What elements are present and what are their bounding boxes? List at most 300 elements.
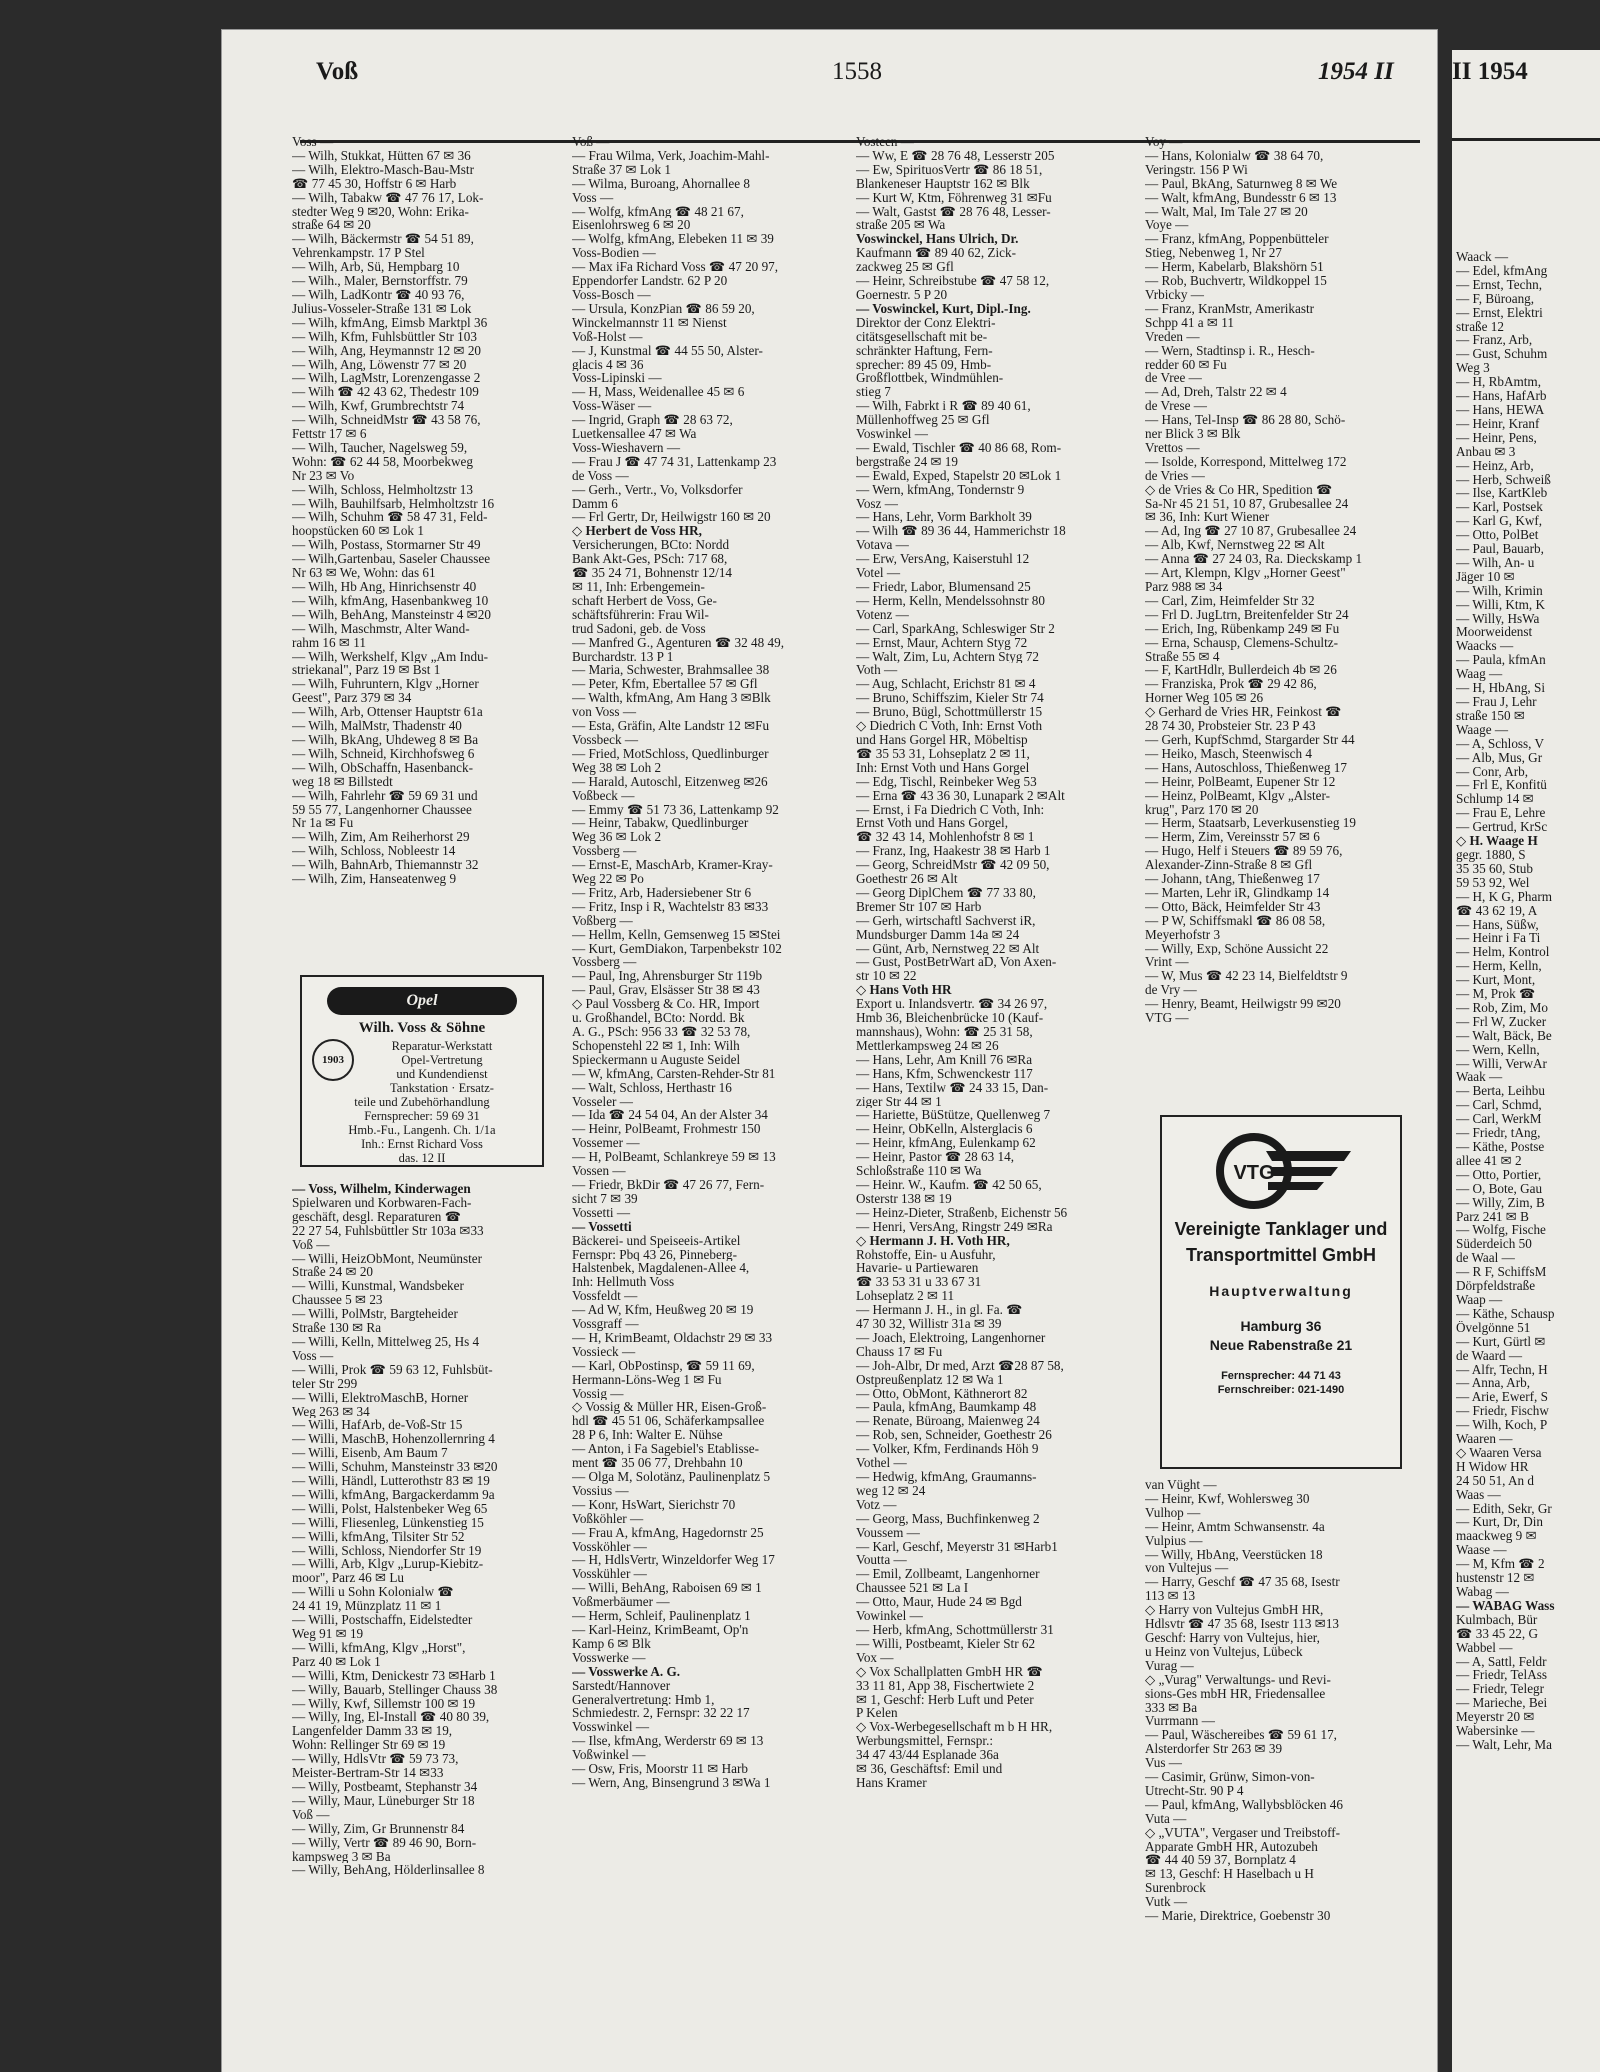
directory-entry-line: Voß — [292, 1807, 330, 1822]
directory-entry-line: — Wilh,Gartenbau, Saseler Chaussee [292, 552, 491, 567]
directory-entry-line: Müllenhoffweg 25 ✉ Gfl [856, 413, 990, 428]
directory-entry-line: Straße 24 ✉ 20 [292, 1265, 374, 1280]
directory-entry-line: Weg 3 [1456, 361, 1490, 376]
directory-entry-line: Fernspr: Pbq 43 26, Pinneberg- [572, 1247, 737, 1262]
directory-entry-line: Schloßstraße 110 ✉ Wa [856, 1164, 982, 1178]
directory-entry-line: Inh: Ernst Voth und Hans Gorgel [856, 760, 1030, 775]
directory-entry-line: — Wilh, Fuhruntern, Klgv „Horner [292, 677, 479, 692]
directory-entry-line: — Wilh, BkAng, Uhdeweg 8 ✉ Ba [292, 732, 479, 747]
directory-entry-line: Voss — [292, 1348, 334, 1363]
directory-entry-line: — Wilh, Schloss, Helmholtzstr 13 [292, 482, 473, 497]
directory-entry-line: ☎ 33 45 22, G [1456, 1626, 1538, 1641]
directory-entry-line: Weg 22 ✉ Po [572, 872, 644, 886]
directory-entry-line: — Bruno, Bügl, Schottmüllerstr 15 [856, 705, 1043, 720]
directory-entry-line: Vosswinkel — [572, 1720, 650, 1735]
directory-entry-line: Hmb 36, Bleichenbrücke 10 (Kauf- [856, 1011, 1044, 1025]
directory-entry-line: de Waard — [1456, 1348, 1523, 1363]
directory-entry-line: straße 64 ✉ 20 [292, 218, 371, 233]
directory-entry-line: Großflottbek, Windmühlen- [856, 371, 1004, 386]
directory-entry-line: — Harald, Autoschl, Eitzenweg ✉26 [572, 774, 768, 789]
directory-entry-line: Halstenbek, Magdalenen-Allee 4, [572, 1261, 750, 1276]
directory-entry-line: — Wilh, Arb, Ottenser Hauptstr 61a [292, 705, 483, 720]
directory-entry-line: — Hedwig, kfmAng, Graumanns- [856, 1470, 1037, 1484]
directory-entry-line: Rohstoffe, Ein- u Ausfuhr, [856, 1247, 996, 1262]
directory-entry-line: — Karl, ObPostinsp, ☎ 59 11 69, [572, 1358, 755, 1373]
directory-entry-line: de Waal — [1456, 1251, 1515, 1266]
directory-entry-line: — Wilh, Ang, Heymannstr 12 ✉ 20 [292, 343, 482, 358]
directory-entry-line: — Walth, kfmAng, Am Hang 3 ✉Blk [572, 691, 771, 706]
directory-entry-line: — Georg, SchreidMstr ☎ 42 09 50, [856, 858, 1050, 873]
directory-entry-line: — Heinz, Arb, [1456, 458, 1534, 473]
directory-entry-line: — Rob, Buchvertr, Wildkoppel 15 [1145, 274, 1327, 288]
directory-entry-line: — Kurt, Gürtl ✉ [1456, 1334, 1546, 1349]
directory-entry-line: Vreden — [1145, 329, 1200, 344]
directory-entry-line: ziger Str 44 ✉ 1 [856, 1094, 942, 1109]
directory-entry-line: — Willy, Vertr ☎ 89 46 90, Born- [292, 1835, 477, 1850]
directory-entry-line: straße 150 ✉ [1456, 708, 1525, 723]
directory-entry-line: — Kurt, GemDiakon, Tarpenbekstr 102 [572, 941, 782, 956]
directory-entry-line: — H, K G, Pharm [1456, 889, 1552, 904]
directory-entry-line: — Wilh, Hb Ang, Hinrichsenstr 40 [292, 580, 477, 594]
directory-entry-line: — Frau J, Lehr [1456, 695, 1537, 709]
directory-entry-line: — Wilh., Maler, Bernstorffstr. 79 [292, 274, 468, 288]
directory-entry-line: — Friedr, Telegr [1456, 1682, 1545, 1697]
directory-entry-line: Mettlerkampsweg 24 ✉ 26 [856, 1038, 999, 1053]
directory-entry-line: — Paula, kfmAn [1456, 653, 1546, 668]
directory-entry-line: mannshaus), Wohn: ☎ 25 31 58, [856, 1025, 1033, 1039]
directory-entry-line: — Kurt, Dr, Din [1456, 1515, 1544, 1530]
directory-entry-line: Weg 38 ✉ Loh 2 [572, 760, 662, 775]
directory-entry-line: — Wilh, Kfm, Fuhlsbüttler Str 103 [292, 329, 477, 344]
directory-entry-line: — Franz, Ing, Haakestr 38 ✉ Harb 1 [856, 844, 1051, 859]
vtg-phone: Fernsprecher: 44 71 43 [1221, 1370, 1341, 1382]
directory-entry-line: Apparate GmbH HR, Autozubeh [1145, 1839, 1318, 1854]
directory-entry-line: — Kurt W, Ktm, Föhrenweg 31 ✉Fu [856, 190, 1052, 205]
directory-entry-line: — Paul, BkAng, Saturnweg 8 ✉ We [1145, 176, 1338, 191]
directory-entry-line: — Erna, Schausp, Clemens-Schultz- [1145, 635, 1339, 650]
vtg-name-2: Transportmittel GmbH [1185, 1245, 1377, 1265]
directory-entry-line: Vosswerke — [572, 1650, 646, 1665]
directory-entry-line: Eppendorfer Landstr. 62 P 20 [572, 274, 728, 288]
directory-entry-line: Vossberg — [572, 844, 637, 859]
directory-entry-line: von Voss — [572, 705, 637, 720]
directory-entry-line: Waap — [1456, 1292, 1503, 1307]
directory-entry-line: — Ewald, Exped, Stapelstr 20 ✉Lok 1 [856, 468, 1062, 483]
directory-entry-line: — Wilh, An- u [1456, 555, 1535, 570]
directory-entry-line: — Wilh, Tabakw ☎ 47 76 17, Lok- [292, 190, 484, 205]
directory-entry-line: Alsterdorfer Str 263 ✉ 39 [1145, 1742, 1283, 1757]
directory-entry-line: ment ☎ 35 06 77, Drehbahn 10 [572, 1456, 743, 1470]
directory-entry-line: allee 41 ✉ 2 [1456, 1153, 1522, 1168]
directory-entry-line: Alexander-Zinn-Straße 8 ✉ Gfl [1145, 858, 1313, 873]
directory-entry-line: — Wilh, Bäckermstr ☎ 54 51 89, [292, 232, 474, 247]
directory-entry-line: — Vosswerke A. G. [572, 1664, 681, 1679]
directory-entry-line: — Manfred G., Agenturen ☎ 32 48 49, [572, 635, 785, 650]
directory-entry-line: ◇ Paul Vossberg & Co. HR, Import [572, 997, 760, 1012]
directory-entry-line: — Isolde, Korrespond, Mittelweg 172 [1145, 454, 1347, 469]
directory-entry-line: — Ernst, Maur, Achtern Styg 72 [856, 635, 1028, 650]
directory-entry-line: — Willy, HsWa [1456, 611, 1540, 626]
directory-entry-line: — Wilh, Arb, Sü, Hempbarg 10 [292, 260, 460, 275]
directory-entry-line: Weg 263 ✉ 34 [292, 1404, 370, 1419]
directory-entry-line: — Erna ☎ 43 36 30, Lunapark 2 ✉Alt [856, 788, 1065, 803]
directory-entry-line: Sa-Nr 45 21 51, 10 87, Grubesallee 24 [1145, 496, 1349, 511]
directory-entry-line: — Wolfg, kfmAng, Elebeken 11 ✉ 39 [572, 232, 774, 247]
header-year: 1954 II [1318, 58, 1394, 85]
directory-entry-line: — Wilh, kfmAng, Eimsb Marktpl 36 [292, 315, 488, 330]
directory-entry-line: — Willi, VerwAr [1456, 1056, 1547, 1071]
directory-entry-line: — Wilh, Schneid, Kirchhofsweg 6 [292, 746, 475, 761]
directory-entry-line: Voß — [572, 135, 610, 149]
directory-entry-line: Versicherungen, BCto: Nordd [572, 538, 730, 553]
directory-entry-line: — Heinr, PolBeamt, Eupener Str 12 [1145, 774, 1336, 789]
directory-entry-line: 333 ✉ Ba [1145, 1700, 1198, 1715]
directory-entry-line: VTG — [1145, 1011, 1189, 1025]
directory-entry-line: — Karl-Heinz, KrimBeamt, Op'n [572, 1622, 749, 1637]
directory-entry-line: — Willy, BehAng, Hölderlinsallee 8 [292, 1863, 485, 1878]
directory-entry-line: — Heinr, kfmAng, Eulenkamp 62 [856, 1136, 1036, 1151]
founding-year-seal: 1903 [312, 1039, 354, 1081]
directory-entry-line: — Bruno, Schiffszim, Kieler Str 74 [856, 691, 1044, 706]
directory-entry-line: Vossköhler — [572, 1539, 647, 1554]
directory-entry-line: — Hans, Kfm, Schwenckestr 117 [856, 1066, 1033, 1081]
directory-entry-line: Vossemer — [572, 1136, 640, 1151]
directory-entry-line: Voßköhler — [572, 1511, 644, 1526]
directory-entry-line: — Käthe, Postse [1456, 1140, 1545, 1154]
directory-entry-line: — H, PolBeamt, Schlankreye 59 ✉ 13 [572, 1150, 776, 1165]
directory-entry-line: Voßbeck — [572, 788, 635, 803]
directory-entry-line: — Hans, Autoschloss, Thießenweg 17 [1145, 760, 1347, 775]
directory-entry-line: Övelgönne 51 [1456, 1320, 1531, 1335]
directory-entry-line: — Ursula, KonzPian ☎ 86 59 20, [572, 301, 755, 316]
directory-entry-line: ◇ Diedrich C Voth, Inh: Ernst Voth [856, 719, 1043, 733]
directory-entry-line: — Willy, Kwf, Sillemstr 100 ✉ 19 [292, 1696, 476, 1711]
directory-entry-line: Straße 130 ✉ Ra [292, 1321, 382, 1335]
directory-entry-line: citätsgesellschaft mit be- [856, 329, 988, 344]
directory-entry-line: — Willi, Schuhm, Mansteinstr 33 ✉20 [292, 1460, 498, 1475]
directory-entry-line: Vutk — [1145, 1895, 1188, 1910]
directory-entry-line: — Frl E, Konfitü [1456, 778, 1547, 793]
directory-entry-line: de Vrese — [1145, 399, 1207, 414]
directory-entry-line: Nr 23 ✉ Vo [292, 468, 355, 483]
directory-entry-line: Vulpius — [1145, 1533, 1203, 1548]
directory-entry-line: Votz — [856, 1497, 897, 1512]
directory-entry-line: Direktor der Conz Elektri- [856, 315, 996, 330]
directory-entry-line: — Günt, Arb, Nernstweg 22 ✉ Alt [856, 941, 1040, 956]
directory-entry-line: Blankeneser Hauptstr 162 ✉ Blk [856, 176, 1030, 191]
directory-entry-line: — Harry, Geschf ☎ 47 35 68, Isestr [1145, 1575, 1340, 1590]
directory-entry-line: ☎ 35 24 71, Bohnenstr 12/14 [572, 566, 733, 580]
directory-entry-line: ◇ Harry von Vultejus GmbH HR, [1145, 1603, 1324, 1618]
directory-entry-line: ✉ 36, Geschäftsf: Emil und [856, 1762, 1003, 1776]
column-2 [572, 135, 852, 1945]
directory-entry-line: ◇ Herbert de Voss HR, [572, 524, 702, 539]
directory-entry-line: 28 74 30, Probsteier Str. 23 P 43 [1145, 719, 1316, 733]
directory-entry-line: — Heinr i Fa Ti [1456, 931, 1541, 946]
directory-entry-line: — Hans, Textilw ☎ 24 33 15, Dan- [856, 1080, 1049, 1095]
directory-entry-line: Vossgraff — [572, 1317, 639, 1331]
column-3 [856, 135, 1136, 1965]
directory-entry-line: weg 12 ✉ 24 [856, 1483, 926, 1498]
directory-entry-line: — Willi u Sohn Kolonialw ☎ [292, 1585, 454, 1600]
directory-entry-line: — Herm, Zim, Vereinsstr 57 ✉ 6 [1145, 830, 1320, 845]
directory-entry-line: Wabbel — [1456, 1640, 1513, 1655]
directory-entry-line: — Heinr, Amtm Schwansenstr. 4a [1145, 1519, 1325, 1534]
directory-entry-line: — Wilh, Schloss, Nobleestr 14 [292, 844, 456, 859]
directory-entry-line: — Wern, Stadtinsp i. R., Hesch- [1145, 343, 1315, 358]
directory-entry-line: Burchardstr. 13 P 1 [572, 649, 674, 664]
directory-entry-line: Luetkensallee 47 ✉ Wa [572, 427, 697, 441]
directory-entry-line: Langenfelder Damm 33 ✉ 19, [292, 1724, 453, 1739]
directory-entry-line: — Heinr, Kwf, Wohlersweg 30 [1145, 1491, 1310, 1506]
directory-entry-line: — Herb, kfmAng, Schottmüllerstr 31 [856, 1622, 1054, 1637]
directory-entry-line: — Carl, Zim, Heimfelder Str 32 [1145, 593, 1315, 608]
directory-entry-line: — Vossetti [572, 1219, 632, 1234]
directory-entry-line: Meyerhofstr 3 [1145, 927, 1221, 942]
page-number: 1558 [832, 58, 882, 85]
directory-entry-line: Fettstr 17 ✉ 6 [292, 427, 367, 441]
directory-entry-line: — Voswinckel, Kurt, Dipl.-Ing. [856, 301, 1031, 316]
directory-entry-line: Voss-Lipinski — [572, 371, 662, 386]
directory-entry-line: — Wilh, Krimin [1456, 583, 1543, 598]
directory-entry-line: — Voss, Wilhelm, Kinderwagen [292, 1182, 471, 1196]
directory-entry-line: Schpp 41 a ✉ 11 [1145, 315, 1234, 330]
directory-entry-line: Anbau ✉ 3 [1456, 444, 1516, 459]
directory-entry-line: Osterstr 138 ✉ 19 [856, 1191, 952, 1206]
directory-entry-line: — Wilh ☎ 89 36 44, Hammerichstr 18 [856, 524, 1066, 539]
directory-entry-line: — Edel, kfmAng [1456, 263, 1548, 278]
directory-entry-line: — Willi, HafArb, de-Voß-Str 15 [292, 1418, 463, 1433]
directory-entry-line: — Willi, Postschaffn, Eidelstedter [292, 1613, 473, 1627]
directory-entry-line: Geest", Parz 379 ✉ 34 [292, 691, 412, 706]
vtg-logo-icon [1206, 1129, 1356, 1209]
directory-entry-line: straße 205 ✉ Wa [856, 218, 946, 233]
directory-entry-line: — Wilh, Koch, P [1456, 1418, 1548, 1433]
directory-entry-line: Voutta — [856, 1553, 907, 1568]
directory-entry-line: — Frl D. JugLtrn, Breitenfelder Str 24 [1145, 607, 1349, 622]
directory-entry-line: Voy — [1145, 135, 1183, 149]
directory-entry-line: Spieckermann u Auguste Seidel [572, 1052, 741, 1067]
directory-entry-line: — Heinz-Dieter, Straßenb, Eichenstr 56 [856, 1205, 1068, 1220]
directory-entry-line: schränkter Haftung, Fern- [856, 343, 993, 358]
directory-entry-line: de Vry — [1145, 983, 1197, 998]
directory-entry-line: — Edith, Sekr, Gr [1456, 1501, 1552, 1516]
directory-entry-line: — Wilh, MalMstr, Thadenstr 40 [292, 719, 462, 733]
next-page-rule [1452, 138, 1600, 141]
directory-entry-line: — WABAG Wass [1456, 1598, 1555, 1613]
directory-entry-line: — Volker, Kfm, Ferdinands Höh 9 [856, 1442, 1039, 1457]
directory-entry-line: — Rob, Zim, Mo [1456, 1000, 1548, 1015]
directory-entry-line: Nr 1a ✉ Fu [292, 816, 354, 831]
directory-entry-line: — Wilh, BahnArb, Thiemannstr 32 [292, 858, 479, 873]
directory-entry-line: schaft Herbert de Voss, Ge- [572, 593, 717, 608]
directory-entry-line: — A, Sattl, Feldr [1456, 1654, 1547, 1669]
directory-entry-line: ◇ H. Waage H [1456, 834, 1538, 848]
directory-entry-line: — Marie, Direktrice, Goebenstr 30 [1145, 1909, 1331, 1923]
directory-entry-line: — Wern, Ang, Binsengrund 3 ✉Wa 1 [572, 1775, 771, 1790]
directory-entry-line: Surenbrock [1145, 1881, 1206, 1896]
directory-entry-line: — Hans, HafArb [1456, 389, 1547, 403]
directory-entry-line: Waacks — [1456, 639, 1514, 654]
directory-entry-line: ◇ Vossig & Müller HR, Eisen-Groß- [572, 1400, 767, 1415]
directory-entry-line: str 10 ✉ 22 [856, 969, 917, 984]
directory-entry-line: maackweg 9 ✉ [1456, 1529, 1537, 1544]
directory-entry-line: — Gerh, KupfSchmd, Stargarder Str 44 [1145, 732, 1355, 747]
directory-entry-line: — Paul, Ing, Ahrensburger Str 119b [572, 969, 763, 984]
directory-entry-line: ◇ Hermann J. H. Voth HR, [856, 1233, 1010, 1248]
directory-entry-line: — Hariette, BüStütze, Quellenweg 7 [856, 1108, 1051, 1123]
directory-entry-line: — Walt, Zim, Lu, Achtern Styg 72 [856, 649, 1039, 664]
directory-entry-line: Parz 40 ✉ Lok 1 [292, 1654, 381, 1669]
directory-entry-line: schäftsführerin: Frau Wil- [572, 607, 709, 622]
directory-entry-line: — Frl Gertr, Dr, Heilwigstr 160 ✉ 20 [572, 510, 771, 525]
directory-entry-line: — Karl, Geschf, Meyerstr 31 ✉Harb1 [856, 1539, 1058, 1554]
directory-entry-line: Wohn: ☎ 62 44 58, Moorbekweg [292, 454, 473, 469]
directory-entry-line: 34 47 43/44 Esplanade 36a [856, 1748, 999, 1763]
directory-entry-line: — Wilma, Buroang, Ahornallee 8 [572, 176, 750, 191]
directory-entry-line: — Willy, Bauarb, Stellinger Chauss 38 [292, 1682, 498, 1697]
directory-entry-line: krug", Parz 170 ✉ 20 [1145, 802, 1259, 817]
directory-entry-line: — Willi, kfmAng, Tilsiter Str 52 [292, 1529, 465, 1544]
directory-entry-line: — Ida ☎ 24 54 04, An der Alster 34 [572, 1108, 768, 1123]
directory-entry-line: — Anna ☎ 27 24 03, Ra. Dieckskamp 1 [1145, 552, 1363, 567]
directory-entry-line: Vox — [856, 1650, 894, 1665]
directory-entry-line: Voßwinkel — [572, 1748, 646, 1763]
directory-entry-line: — Frau E, Lehre [1456, 806, 1546, 821]
directory-entry-line: 47 30 32, Willistr 31a ✉ 39 [856, 1317, 1002, 1331]
directory-entry-line: — Ww, E ☎ 28 76 48, Lesserstr 205 [856, 148, 1055, 163]
directory-entry-line: Vossfeldt — [572, 1289, 638, 1304]
directory-entry-line: — Johann, tAng, Thießenweg 17 [1145, 872, 1320, 886]
directory-entry-line: — Ernst-E, MaschArb, Kramer-Kray- [572, 858, 773, 873]
directory-entry-line: 59 55 77, Langenhorner Chaussee [292, 802, 472, 817]
directory-entry-line: — Otto, Maur, Hude 24 ✉ Bgd [856, 1595, 1022, 1610]
directory-entry-line: — Otto, Bäck, Heimfelder Str 43 [1145, 899, 1321, 914]
directory-entry-line: Moorweidenst [1456, 625, 1533, 640]
directory-entry-line: — Georg DiplChem ☎ 77 33 80, [856, 885, 1036, 900]
ad-line: Opel-Vertretung [401, 1053, 483, 1067]
directory-entry-line: Wabersinke — [1456, 1724, 1535, 1738]
column-5-partial [1456, 250, 1600, 2030]
directory-entry-line: sions-Ges mbH HR, Friedensallee [1145, 1686, 1326, 1701]
directory-entry-line: Voß — [292, 1237, 330, 1252]
directory-entry-line: 24 41 19, Münzplatz 11 ✉ 1 [292, 1599, 442, 1614]
directory-entry-line: — Wilh, Fahrlehr ☎ 59 69 31 und [292, 788, 478, 803]
directory-entry-line: — H, KrimBeamt, Oldachstr 29 ✉ 33 [572, 1330, 773, 1345]
directory-entry-line: — Willy, Zim, Gr Brunnenstr 84 [292, 1821, 465, 1836]
directory-entry-line: — Willi, ElektroMaschB, Horner [292, 1390, 469, 1405]
directory-entry-line: — Paul, kfmAng, Wallybsblöcken 46 [1145, 1797, 1343, 1812]
directory-entry-line: — Ilse, kfmAng, Werderstr 69 ✉ 13 [572, 1734, 764, 1749]
directory-entry-line: Vuta — [1145, 1811, 1187, 1826]
directory-entry-line: Waase — [1456, 1543, 1507, 1558]
directory-entry-line: Votel — [856, 566, 901, 580]
directory-entry-line: stedter Weg 9 ✉20, Wohn: Erika- [292, 204, 469, 219]
directory-entry-line: — Osw, Fris, Moorstr 11 ✉ Harb [572, 1762, 749, 1776]
directory-entry-line: — Willi, Prok ☎ 59 63 12, Fuhlsbüt- [292, 1362, 493, 1377]
directory-entry-line: — Wilh, BehAng, Mansteinstr 4 ✉20 [292, 607, 491, 622]
directory-entry-line: — Karl G, Kwf, [1456, 514, 1543, 529]
directory-entry-line: sicht 7 ✉ 39 [572, 1191, 638, 1206]
ad-line: teile und Zubehörhandlung [354, 1095, 490, 1109]
directory-entry-line: — Willi, PolMstr, Bargteheider [292, 1307, 458, 1322]
directory-entry-line: — F, KartHdlr, Bullerdeich 4b ✉ 26 [1145, 663, 1337, 678]
directory-entry-line: Parz 988 ✉ 34 [1145, 580, 1223, 594]
ad-line: Reparatur-Werkstatt [391, 1039, 493, 1053]
directory-entry-line: — Willy, Postbeamt, Stephanstr 34 [292, 1779, 478, 1794]
directory-entry-line: bergstraße 24 ✉ 19 [856, 454, 958, 469]
ad-line: Hmb.-Fu., Langenh. Ch. 1/1a [348, 1123, 496, 1137]
directory-entry-line: — Willy, HbAng, Veerstücken 18 [1145, 1547, 1323, 1562]
header-keyword: Voß [316, 58, 359, 85]
directory-entry-line: ◇ „VUTA", Vergaser und Treibstoff- [1145, 1825, 1341, 1840]
directory-entry-line: ◇ Gerhard de Vries HR, Feinkost ☎ [1145, 705, 1342, 720]
directory-entry-line: Wabag — [1456, 1585, 1509, 1599]
directory-entry-line: — Karl, Postsek [1456, 500, 1543, 515]
directory-entry-line: — Walt, Lehr, Ma [1456, 1737, 1552, 1752]
directory-entry-line: Geschf: Harry von Vultejus, hier, [1145, 1630, 1320, 1645]
directory-entry-line: Voswinckel, Hans Ulrich, Dr. [856, 232, 1019, 247]
directory-entry-line: u. Großhandel, BCto: Nordd. Bk [572, 1011, 745, 1025]
directory-entry-line: — Franz, KranMstr, Amerikastr [1145, 301, 1315, 316]
directory-entry-line: Hermann-Löns-Weg 1 ✉ Fu [572, 1372, 722, 1387]
directory-entry-line: P Kelen [856, 1706, 898, 1721]
directory-entry-line: — Walt, Gastst ☎ 28 76 48, Lesser- [856, 204, 1051, 219]
directory-entry-line: Kamp 6 ✉ Blk [572, 1636, 651, 1651]
directory-entry-line: — Olga M, Solotänz, Paulinenplatz 5 [572, 1470, 771, 1484]
directory-entry-line: — Hans, Lehr, Am Knill 76 ✉Ra [856, 1052, 1033, 1067]
directory-entry-line: — Willi, Kelln, Mittelweg 25, Hs 4 [292, 1334, 480, 1349]
directory-entry-line: — Anna, Arb, [1456, 1376, 1530, 1391]
directory-entry-line: — Herb, Schweiß [1456, 472, 1551, 487]
directory-entry-line: — Wilh, Taucher, Nagelsweg 59, [292, 440, 468, 455]
directory-entry-line: Voßberg — [572, 913, 633, 928]
directory-entry-line: glacis 4 ✉ 36 [572, 357, 644, 372]
directory-entry-line: — Hans, Lehr, Vorm Barkholt 39 [856, 510, 1032, 525]
column-4-lower [1145, 1478, 1425, 1948]
directory-entry-line: Nr 63 ✉ We, Wohn: das 61 [292, 566, 436, 580]
directory-entry-line: Ostpreußenplatz 12 ✉ Wa 1 [856, 1372, 1004, 1387]
directory-entry-line: — Willi, Polst, Halstenbeker Weg 65 [292, 1501, 488, 1516]
directory-entry-line: Voßmerbäumer — [572, 1595, 670, 1610]
directory-entry-line: — Heiko, Masch, Steenwisch 4 [1145, 746, 1313, 761]
directory-entry-line: Voth — [856, 663, 898, 678]
directory-entry-line: Voss-Bodien — [572, 246, 656, 261]
directory-entry-line: — Hellm, Kelln, Gemsenweg 15 ✉Stei [572, 927, 781, 942]
directory-entry-line: — Heinr, Schreibstube ☎ 47 58 12, [856, 274, 1050, 288]
directory-entry-line: Stieg, Nebenweg 1, Nr 27 [1145, 246, 1282, 261]
directory-entry-line: — P W, Schiffsmakl ☎ 86 08 58, [1145, 913, 1326, 928]
directory-entry-line: H Widow HR [1456, 1459, 1529, 1474]
directory-entry-line: Lohseplatz 2 ✉ 11 [856, 1289, 955, 1304]
directory-entry-line: — Wilh, LagMstr, Lorenzengasse 2 [292, 371, 481, 386]
directory-entry-line: geschäft, desgl. Reparaturen ☎ [292, 1209, 462, 1224]
directory-entry-line: — M, Kfm ☎ 2 [1456, 1557, 1545, 1572]
directory-entry-line: — Willi, Ktm, K [1456, 597, 1545, 612]
directory-entry-line: Kulmbach, Bür [1456, 1612, 1538, 1627]
directory-entry-line: sprecher: 89 45 09, Hmb- [856, 357, 992, 372]
directory-entry-line: Schmiedestr. 2, Fernspr: 32 22 17 [572, 1706, 750, 1721]
directory-entry-line: Chaussee 5 ✉ 23 [292, 1293, 383, 1308]
directory-entry-line: — Hermann J. H., in gl. Fa. ☎ [856, 1303, 1023, 1318]
directory-entry-line: — Art, Klempn, Klgv „Horner Geest" [1145, 566, 1346, 580]
directory-entry-line: Spielwaren und Korbwaren-Fach- [292, 1195, 472, 1210]
directory-entry-line: — Heinr. W., Kaufm. ☎ 42 50 65, [856, 1177, 1042, 1192]
directory-entry-line: Voss-Wäser — [572, 399, 652, 414]
directory-entry-line: de Vree — [1145, 371, 1202, 386]
directory-entry-line: — Gust, PostBetrWart aD, Von Axen- [856, 955, 1057, 970]
directory-entry-line: Vossius — [572, 1483, 629, 1498]
